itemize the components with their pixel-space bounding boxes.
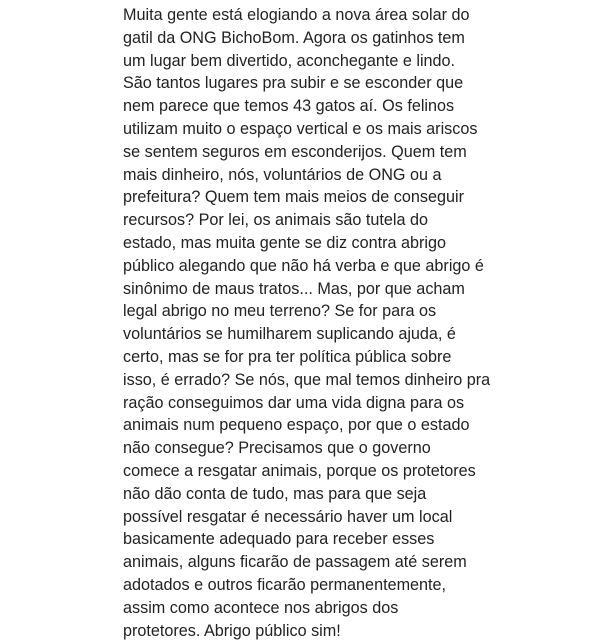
- post-text-line: Muita gente está elogiando a nova área solar do: [123, 6, 470, 24]
- post-text-line: certo, mas se for pra ter política pública sobre: [123, 347, 452, 366]
- post-body-text: [123, 4, 493, 642]
- post-text-line: se sentem seguros em esconderijos. Quem tem: [123, 142, 467, 161]
- post-text-line: recursos? Por lei, os animais são tutela do: [123, 211, 429, 230]
- post-text-line: não consegue? Precisamos que o governo: [123, 439, 431, 458]
- post-text-line: possível resgatar é necessário haver um local: [123, 507, 453, 526]
- post-text-line: São tantos lugares pra subir e se esconder que: [123, 74, 464, 93]
- post-text-line: comece a resgatar animais, porque os protetores: [123, 461, 476, 480]
- post-text-line: animais, alguns ficarão de passagem até serem: [123, 553, 467, 572]
- post-text-line: ração conseguimos dar uma vida digna para os: [123, 393, 465, 412]
- post-text-line: protetores. Abrigo público sim!: [123, 621, 341, 640]
- post-text-line: gatil da ONG BichoBom. Agora os gatinhos tem: [123, 28, 465, 47]
- post-text-line: nem parece que temos 43 gatos aí. Os felinos: [123, 97, 455, 116]
- post-text-line: utilizam muito o espaço vertical e os mais ariscos: [123, 119, 478, 138]
- post-text-line: assim como acontece nos abrigos dos: [123, 598, 399, 617]
- post-text-line: isso, é errado? Se nós, que mal temos dinheiro pra: [123, 370, 491, 389]
- post-text-line: público alegando que não há verba e que abrigo é: [123, 256, 484, 275]
- post-text-line: animais num pequeno espaço, por que o estado: [123, 416, 470, 435]
- post-text-line: não dão conta de tudo, mas para que seja: [123, 484, 427, 503]
- post-text-line: basicamente adequado para receber esses: [123, 530, 435, 549]
- post-text-line: um lugar bem divertido, aconchegante e lindo.: [123, 51, 456, 70]
- post-text-line: voluntários se humilharem suplicando ajuda, é: [123, 325, 456, 344]
- post-text-line: legal abrigo no meu terreno? Se for para os: [123, 302, 437, 321]
- post-text-line: sinônimo de maus tratos... Mas, por que acham: [123, 279, 465, 298]
- post-text-line: estado, mas muita gente se diz contra abrigo: [123, 233, 447, 252]
- post-text-line: prefeitura? Quem tem mais meios de conseguir: [123, 188, 464, 207]
- post-text-line: mais dinheiro, nós, voluntários de ONG ou a: [123, 165, 442, 184]
- post-text-line: adotados e outros ficarão permanentemente,: [123, 575, 447, 594]
